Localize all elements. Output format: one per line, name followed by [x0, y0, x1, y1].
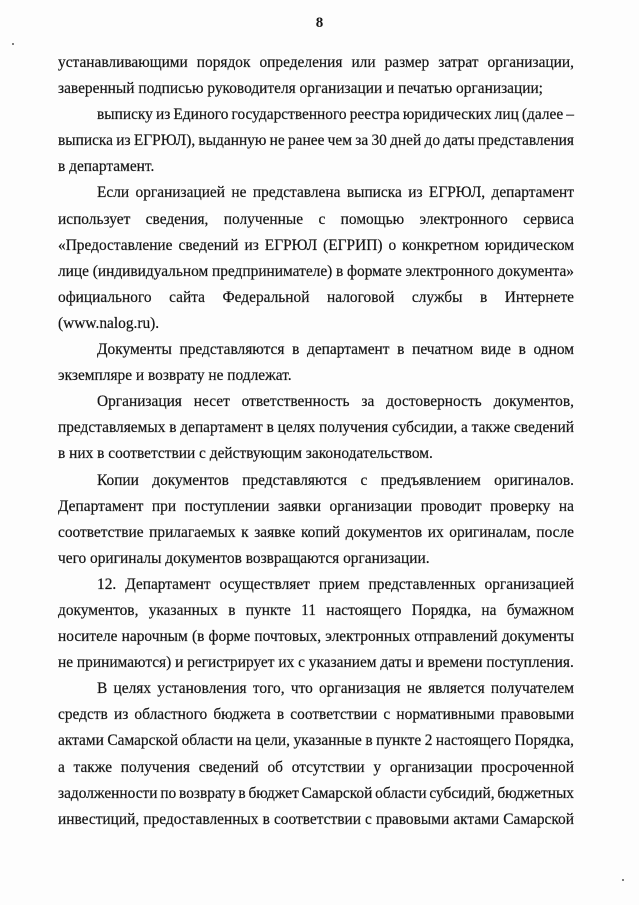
- page-number: 8: [315, 15, 324, 31]
- line-text: устанавливающими порядок определения или размер затрат организации,: [58, 54, 574, 71]
- text-line: [97, 468, 574, 494]
- line-text: представляемых в департамент в целях получения субсидии, а также сведений: [58, 419, 574, 437]
- line-text: чего оригиналы документов возвращаются организации.: [58, 549, 430, 567]
- text-line: [58, 154, 574, 180]
- text-line: [58, 494, 574, 520]
- line-text: 12. Департамент осуществляет прием представленных организацией: [97, 575, 574, 593]
- text-line: [58, 285, 574, 311]
- paragraph: [58, 102, 574, 180]
- line-text: Департамент при поступлении заявки организации проводит проверку на: [58, 497, 574, 515]
- line-text: заверенный подписью руководителя организации и печатью организации;: [58, 80, 543, 98]
- text-line: [58, 755, 574, 781]
- line-text: в них в соответствии с действующим законодательством.: [58, 445, 433, 463]
- text-line: [97, 180, 574, 206]
- line-text: Копии документов представляются с предъявлением оригиналов.: [97, 471, 574, 489]
- scan-speck: [622, 879, 624, 881]
- text-line: [58, 259, 574, 285]
- text-line: [58, 363, 574, 389]
- line-text: в департамент.: [58, 158, 155, 176]
- text-line: [97, 572, 574, 598]
- text-line: [58, 233, 574, 259]
- line-text: Документы представляются в департамент в печатном виде в одном: [97, 341, 574, 359]
- text-line: [58, 598, 574, 624]
- line-text: не принимаются) и регистрирует их с указанием даты и времени поступления.: [58, 654, 574, 672]
- text-line: [58, 50, 574, 76]
- line-text: средств из областного бюджета в соответствии с нормативными правовыми: [58, 706, 574, 724]
- line-text: лице (индивидуальном предпринимателе) в формате электронного документа»: [58, 262, 574, 280]
- line-text: В целях установления того, что организация не является получателем: [97, 680, 574, 698]
- line-text: Организация несет ответственность за достоверность документов,: [97, 393, 574, 411]
- text-line: [58, 807, 574, 833]
- line-text: выписка из ЕГРЮЛ), выданную не ранее чем за 30 дней до даты представления: [58, 132, 574, 150]
- text-line: [97, 389, 574, 415]
- line-text: инвестиций, предоставленных в соответствии с правовыми актами Самарской: [58, 810, 574, 828]
- text-line: [58, 624, 574, 650]
- line-text: использует сведения, полученные с помощью электронного сервиса: [58, 210, 574, 228]
- text-line: [97, 102, 574, 128]
- line-text: выписку из Единого государственного реестра юридических лиц (далее –: [97, 106, 574, 124]
- text-line: [58, 546, 574, 572]
- paragraph: [58, 337, 574, 389]
- text-line: [58, 728, 574, 754]
- line-text: соответствие прилагаемых к заявке копий документов их оригиналам, после: [58, 523, 574, 541]
- line-text: «Предоставление сведений из ЕГРЮЛ (ЕГРИП) о конкретном юридическом: [58, 236, 574, 254]
- text-line: [58, 441, 574, 467]
- text-line: [58, 650, 574, 676]
- text-line: [58, 76, 574, 102]
- paragraph: [58, 572, 574, 676]
- text-line: [58, 415, 574, 441]
- document-body: [58, 50, 574, 833]
- text-line: [58, 207, 574, 233]
- text-line: [97, 676, 574, 702]
- line-text: документов, указанных в пункте 11 настоящего Порядка, на бумажном: [58, 601, 574, 619]
- line-text: задолженности по возврату в бюджет Самарской области субсидий, бюджетных: [58, 784, 574, 802]
- text-line: [58, 128, 574, 154]
- paragraph: [58, 389, 574, 467]
- line-text: актами Самарской области на цели, указанные в пункте 2 настоящего Порядка,: [58, 732, 574, 750]
- text-line: [58, 781, 574, 807]
- scan-speck: [12, 43, 14, 45]
- paragraph: [58, 676, 574, 833]
- paragraph: [58, 180, 574, 337]
- line-text: а также получения сведений об отсутствии у организации просроченной: [58, 758, 574, 776]
- line-text: носителе нарочным (в форме почтовых, электронных отправлений документы: [58, 628, 574, 646]
- line-text: Если организацией не представлена выписка из ЕГРЮЛ, департамент: [97, 184, 574, 202]
- line-text: (www.nalog.ru).: [58, 314, 160, 332]
- text-line: [58, 520, 574, 546]
- text-line: [58, 702, 574, 728]
- line-text: официального сайта Федеральной налоговой службы в Интернете: [58, 288, 574, 306]
- line-text: экземпляре и возврату не подлежат.: [58, 367, 292, 385]
- text-line: [58, 311, 574, 337]
- paragraph: [58, 468, 574, 572]
- paragraph-continued: [58, 50, 574, 102]
- text-line: [97, 337, 574, 363]
